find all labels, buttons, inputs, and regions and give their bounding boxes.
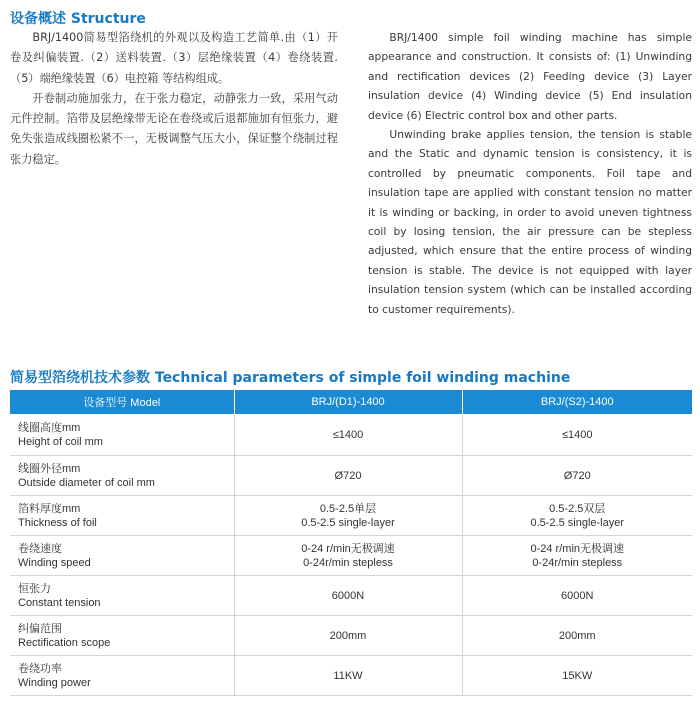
value-line: 15KW [562,669,593,682]
table-header-row [10,390,692,414]
cn-paragraph: 开卷制动施加张力，在于张力稳定，动静张力一致，采用气动元件控制。箔带及层绝缘带无论在卷绕或后退都施加有恒张力，避免失张造成线圈松紧不一，无极调整气压大小，保证整个绕制过程张力稳定。 [10,91,338,166]
param-name-en: Rectification scope [18,636,111,649]
header-s2: BRJ/(S2)-1400 [462,390,692,414]
value-line: ≤1400 [332,428,364,441]
value-d1 [234,656,462,696]
param-name-en: Height of coil mm [18,435,103,448]
param-name [10,616,234,656]
param-name-en: Constant tension [18,596,101,609]
table-row [10,656,692,696]
cn-paragraph: BRJ/1400简易型箔绕机的外观以及构造工艺简单.由（1）开卷及纠偏装置.（2）送料装置.（3）层绝缘装置（4）卷绕装置.（5）端绝缘装置（6）电控箱 等结构组成。 [10,31,338,85]
value-s2 [462,456,692,496]
value-s2 [462,616,692,656]
value-d1 [234,536,462,576]
param-name-cn: 恒张力 [18,582,51,595]
value-s2 [462,536,692,576]
value-s2 [462,496,692,536]
param-name [10,536,234,576]
value-d1 [234,456,462,496]
table-row [10,616,692,656]
value-line: 0.5-2.5 single-layer [301,516,395,529]
structure-en-text [368,28,692,319]
value-line: 0-24r/min stepless [303,556,393,569]
table-row [10,414,692,456]
param-name-en: Winding speed [18,556,91,569]
value-line: 6000N [331,589,365,602]
value-line: 6000N [561,589,594,602]
structure-heading: 设备概述 Structure [10,11,146,27]
value-line: 0-24 r/min无极调速 [530,542,625,555]
param-name-cn: 卷绕功率 [18,662,62,675]
value-line: 11KW [333,669,363,682]
param-name-en: Winding power [18,676,91,689]
value-line: Ø720 [563,469,591,482]
param-name [10,576,234,616]
header-d1: BRJ/(D1)-1400 [234,390,462,414]
value-s2 [462,576,692,616]
value-line: 200mm [558,629,596,642]
en-paragraph: BRJ/1400 simple foil winding machine has simple appearance and construction. It consists of: (1) Unwinding and rectification devices (2) Feeding device (3) Layer insulation device (4) Winding device (5) End insulation device (6) Electric control box and other parts. [368,31,692,122]
param-name-cn: 纠偏范围 [18,622,62,635]
param-name-cn: 箔料厚度mm [18,502,81,515]
param-name [10,414,234,456]
value-d1 [234,576,462,616]
value-line: 0.5-2.5单层 [319,502,377,515]
value-d1 [234,616,462,656]
header-model: 设备型号 Model [10,390,234,414]
value-line: 0-24 r/min无极调速 [301,542,395,555]
params-table [10,390,692,696]
table-row [10,496,692,536]
value-line: 0-24r/min stepless [532,556,623,569]
table-row [10,576,692,616]
value-line: 0.5-2.5 single-layer [530,516,625,529]
value-d1 [234,496,462,536]
table-row [10,456,692,496]
structure-cn-text [10,28,338,170]
param-name-en: Thickness of foil [18,516,97,529]
value-s2 [462,414,692,456]
param-name-cn: 卷绕速度 [18,542,62,555]
value-line: ≤1400 [561,428,593,441]
table-row [10,536,692,576]
param-name [10,456,234,496]
param-name [10,656,234,696]
value-d1 [234,414,462,456]
param-name [10,496,234,536]
value-line: 0.5-2.5双层 [549,502,606,515]
value-line: Ø720 [334,469,362,482]
param-name-cn: 线圈外径mm [18,462,81,475]
params-heading: 简易型箔绕机技术参数 Technical parameters of simple foil winding machine [10,370,571,386]
value-line: 200mm [329,629,367,642]
param-name-en: Outside diameter of coil mm [18,476,155,489]
value-s2 [462,656,692,696]
en-paragraph: Unwinding brake applies tension, the tension is stable and the Static and dynamic tension is consistency, it is controlled by pneumatic components. Foil tape and insulation tape are applied with constant tension no matter it is winding or backing, in order to avoid uneven tightness coil by losing tension, the air pressure can be stepless adjusted, which ensure that the entire process of winding tension is stable. The device is not equipped with layer insulation tension system (which can be installed according to customer requirements). [368,128,692,316]
param-name-cn: 线圈高度mm [18,421,81,434]
